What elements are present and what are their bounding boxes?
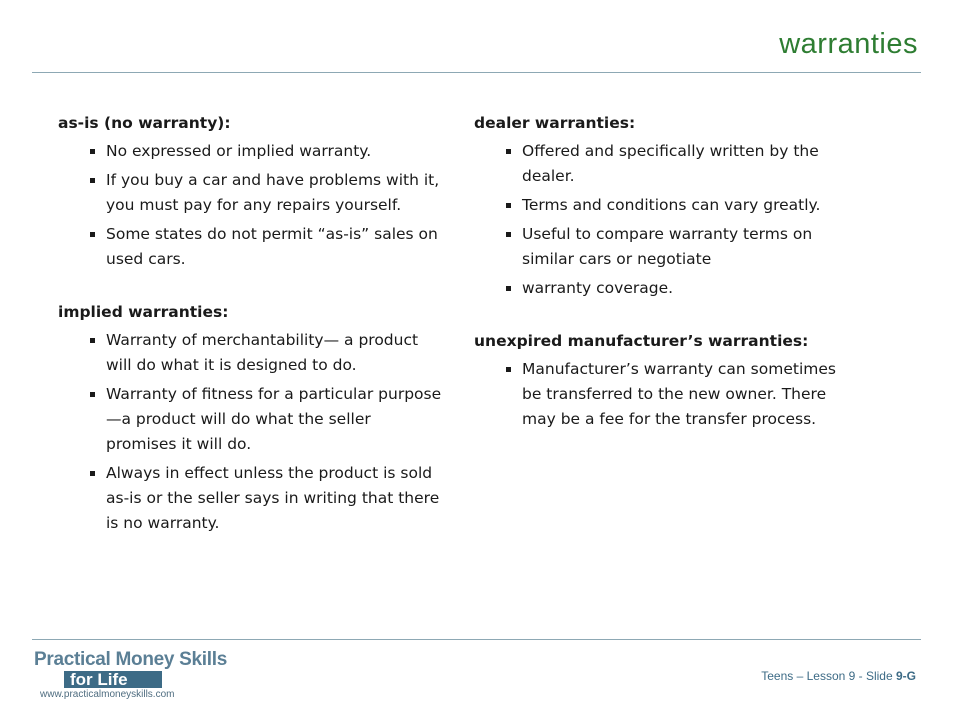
bullet-list: [474, 357, 859, 432]
square-bullet-icon: [506, 286, 511, 291]
list-item: [474, 222, 859, 272]
list-item: [474, 139, 859, 189]
list-item-text: Offered and specifically written by the dealer.: [522, 142, 819, 185]
logo-wordmark: Practical Money Skills: [34, 649, 227, 670]
list-item: [58, 139, 443, 164]
list-item: [58, 222, 443, 272]
header-divider: [32, 72, 921, 73]
list-item: [58, 328, 443, 378]
logo-url: www.practicalmoneyskills.com: [40, 689, 175, 700]
list-item-text: Manufacturer’s warranty can sometimes be transferred to the new owner. There may be a fee for the transfer process.: [522, 360, 836, 428]
section-heading: unexpired manufacturer’s warranties:: [474, 332, 809, 350]
list-item-text: Warranty of merchantability— a product will do what it is designed to do.: [106, 331, 419, 374]
list-item: [58, 168, 443, 218]
list-item: [474, 357, 859, 432]
list-item-text: warranty coverage.: [522, 279, 674, 297]
bullet-list: [58, 139, 443, 272]
list-item-text: Useful to compare warranty terms on similar cars or negotiate: [522, 225, 813, 268]
section-heading: as-is (no warranty):: [58, 114, 231, 132]
right-column: [474, 111, 859, 460]
list-item-text: No expressed or implied warranty.: [106, 142, 372, 160]
list-item: [474, 193, 859, 218]
list-item-text: Warranty of fitness for a particular purpose—a product will do what the seller promises it will do.: [106, 385, 442, 453]
square-bullet-icon: [506, 203, 511, 208]
square-bullet-icon: [90, 471, 95, 476]
list-item-text: Terms and conditions can vary greatly.: [522, 196, 821, 214]
square-bullet-icon: [506, 149, 511, 154]
square-bullet-icon: [90, 149, 95, 154]
square-bullet-icon: [506, 367, 511, 372]
footer-divider: [32, 639, 921, 640]
square-bullet-icon: [90, 178, 95, 183]
section-implied: [58, 300, 443, 536]
square-bullet-icon: [506, 232, 511, 237]
slide-code: 9-G: [895, 669, 916, 683]
slide-title: warranties: [779, 28, 918, 60]
square-bullet-icon: [90, 338, 95, 343]
bullet-list: [474, 139, 859, 301]
practical-money-skills-logo: [34, 649, 227, 700]
section-heading: implied warranties:: [58, 303, 229, 321]
list-item-text: If you buy a car and have problems with it, you must pay for any repairs yourself.: [106, 171, 440, 214]
list-item: [58, 461, 443, 536]
slide-label: [761, 669, 916, 683]
section-dealer: [474, 111, 859, 301]
bullet-list: [58, 328, 443, 536]
list-item: [58, 382, 443, 457]
list-item-text: Some states do not permit “as-is” sales on used cars.: [106, 225, 438, 268]
section-heading: dealer warranties:: [474, 114, 636, 132]
logo-tagline: for Life: [64, 671, 162, 688]
square-bullet-icon: [90, 392, 95, 397]
section-manufacturer: [474, 329, 859, 432]
list-item-text: Always in effect unless the product is sold as-is or the seller says in writing that there is no warranty.: [106, 464, 440, 532]
left-column: [58, 111, 443, 564]
list-item: [474, 276, 859, 301]
section-as-is: [58, 111, 443, 272]
lesson-label: Teens – Lesson 9 - Slide: [761, 669, 896, 683]
square-bullet-icon: [90, 232, 95, 237]
